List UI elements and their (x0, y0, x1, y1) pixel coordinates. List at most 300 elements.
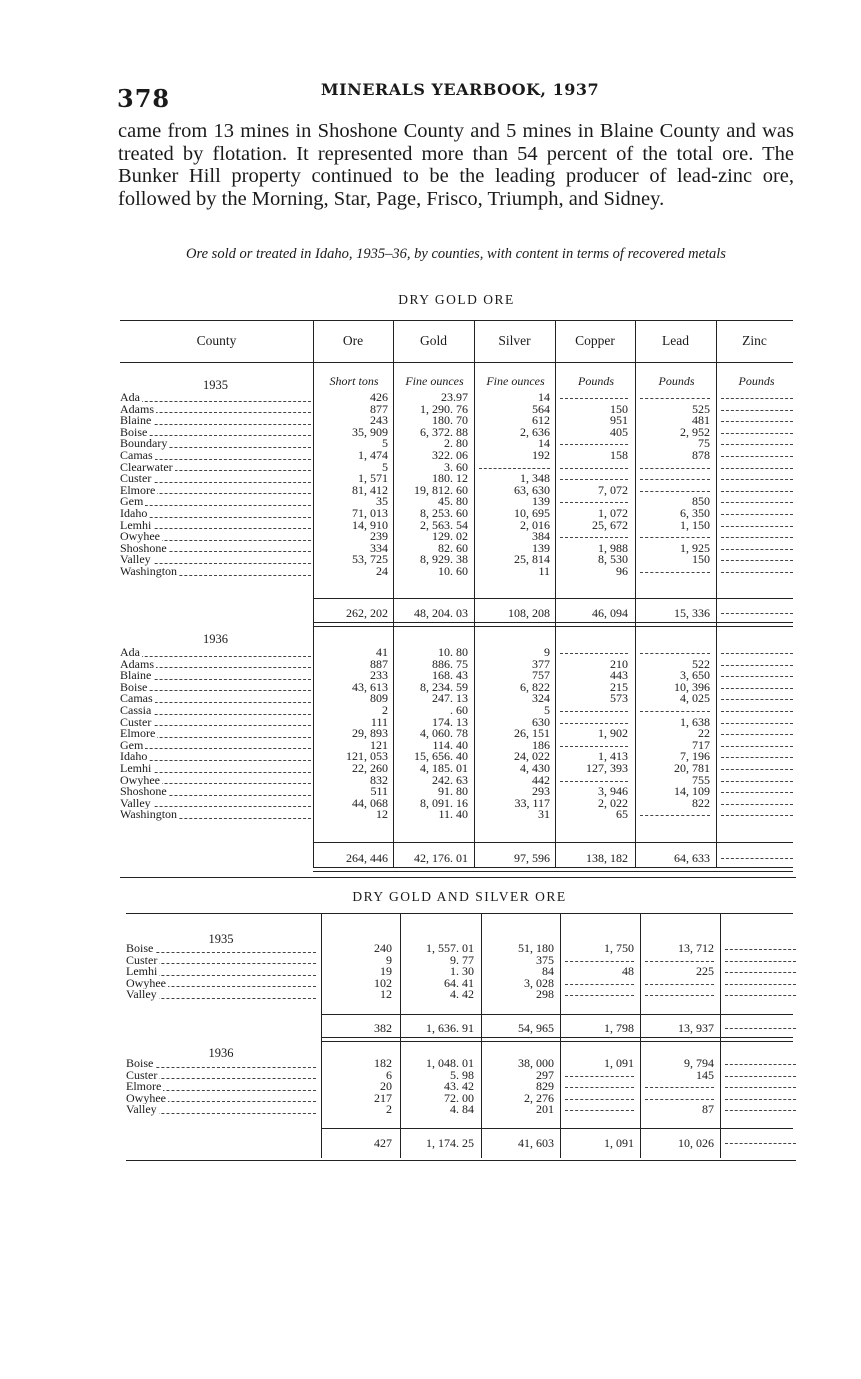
empty-cell-copper (560, 746, 628, 747)
dry-gold-silver-ore-1936-total-rule (321, 1128, 793, 1129)
empty-cell-copper (560, 537, 628, 538)
dry-gold-ore-top-rule (120, 320, 793, 321)
cell-silver: 25, 814 (514, 552, 550, 567)
county-name (120, 728, 311, 740)
empty-cell-copper (560, 444, 628, 445)
county-name-text: Cassia (120, 704, 152, 717)
cell-ore: 832 (370, 772, 388, 787)
cell-silver: 51, 180 (518, 941, 554, 955)
cell-gold: 322. 06 (432, 447, 468, 462)
cell-gold: 174. 13 (432, 714, 468, 729)
cell-lead: 87 (702, 1102, 714, 1117)
empty-cell-zinc (725, 995, 796, 996)
cell-gold: 8, 929. 38 (420, 552, 468, 567)
county-name (120, 508, 311, 520)
county-name (120, 693, 311, 705)
cell-copper: 215 (610, 679, 628, 694)
county-name (126, 943, 316, 955)
empty-cell-zinc (721, 665, 793, 666)
county-name-text: Blaine (120, 415, 152, 427)
dry-gold-silver-ore-1936-total-lead: 10, 026 (678, 1136, 714, 1150)
cell-lead: 9, 794 (684, 1056, 714, 1070)
empty-cell-zinc (721, 815, 793, 816)
county-name-text: Lemhi (120, 762, 152, 775)
cell-gold: 4, 060. 78 (420, 726, 468, 741)
cell-ore: 81, 412 (352, 482, 388, 497)
cell-gold: 180. 12 (432, 471, 468, 486)
page-number: 378 (117, 84, 171, 113)
empty-cell-lead (645, 961, 714, 962)
county-name (126, 1081, 316, 1093)
cell-copper: 210 (610, 656, 628, 671)
dry-gold-ore-1935-total-rule (313, 598, 793, 599)
county-name-text: Clearwater (120, 461, 173, 474)
dry-gold-ore-1936-year-label: 1936 (203, 632, 228, 646)
cell-copper: 25, 672 (592, 517, 628, 532)
cell-gold: 2, 563. 54 (420, 517, 468, 532)
cell-silver: 63, 630 (514, 482, 550, 497)
empty-cell-zinc (721, 410, 793, 411)
empty-cell-zinc (721, 421, 793, 422)
cell-ore: 182 (374, 1056, 392, 1070)
county-name (120, 798, 311, 810)
cell-copper: 7, 072 (598, 482, 628, 497)
empty-cell-copper (560, 398, 628, 399)
empty-cell-zinc (725, 949, 796, 950)
dry-gold-silver-ore-1935-rows (126, 943, 797, 1001)
cell-gold: . 60 (450, 702, 468, 717)
county-name-text: Valley (126, 989, 157, 1001)
cell-gold: 45. 80 (438, 494, 468, 509)
dry-gold-silver-ore-1935-double-rule-b (321, 1041, 793, 1042)
empty-cell-zinc (721, 444, 793, 445)
county-name-text: Boise (126, 1058, 154, 1070)
unit-label-zinc: Pounds (738, 374, 775, 388)
dry-gold-ore-1936-total-lead: 64, 633 (674, 851, 710, 865)
dry-gold-silver-ore-1935-total-copper: 1, 798 (604, 1021, 634, 1035)
empty-cell-zinc (725, 1064, 796, 1065)
cell-ore: 111 (370, 714, 388, 729)
cell-silver: 3, 028 (524, 975, 554, 990)
county-name-text: Boundary (120, 438, 168, 450)
cell-silver: 139 (532, 540, 550, 555)
county-name-text: Owyhee (126, 1092, 166, 1105)
dry-gold-silver-ore-1935-total-ore: 382 (374, 1021, 392, 1035)
cell-copper: 405 (610, 424, 628, 439)
county-name (120, 786, 311, 798)
empty-cell-zinc (721, 676, 793, 677)
empty-cell-zinc (721, 468, 793, 469)
cell-ore: 14, 910 (352, 517, 388, 532)
county-name-text: Gem (120, 496, 144, 508)
cell-silver: 442 (532, 772, 550, 787)
cell-silver: 2, 636 (520, 424, 550, 439)
county-name-text: Owyhee (126, 977, 166, 990)
cell-gold: 1, 557. 01 (426, 941, 474, 955)
empty-cell-zinc (725, 1076, 796, 1077)
county-name (120, 809, 311, 821)
dry-gold-silver-ore-1935-double-rule-a (321, 1037, 793, 1038)
empty-cell-copper (560, 711, 628, 712)
county-name (120, 450, 311, 462)
cell-lead: 1, 925 (680, 540, 710, 555)
cell-copper: 2, 022 (598, 795, 628, 810)
cell-copper: 1, 072 (598, 505, 628, 520)
empty-cell-lead (640, 572, 710, 573)
county-name-text: Blaine (120, 670, 152, 682)
dry-gold-ore-1936-double-rule-a (313, 867, 793, 868)
county-name-text: Boise (120, 681, 148, 694)
cell-ore: 41 (376, 645, 388, 659)
cell-silver: 38, 000 (518, 1056, 554, 1070)
cell-ore: 2 (382, 702, 388, 717)
empty-cell-copper (565, 1087, 634, 1088)
dry-gold-ore-1936-double-rule-b (313, 871, 793, 872)
empty-cell-copper (565, 1099, 634, 1100)
cell-gold: 91. 80 (438, 784, 468, 799)
cell-lead: 145 (696, 1067, 714, 1082)
cell-lead: 225 (696, 964, 714, 979)
county-name (120, 415, 311, 427)
cell-lead: 850 (692, 494, 710, 509)
county-name (120, 462, 311, 474)
county-name (120, 751, 311, 763)
cell-ore: 22, 260 (352, 760, 388, 775)
empty-cell-zinc (721, 456, 793, 457)
empty-cell-zinc (721, 688, 793, 689)
running-head: MINERALS YEARBOOK, 1937 (320, 80, 600, 99)
dry-gold-ore-1935-double-rule-b (313, 626, 793, 627)
empty-cell-copper (565, 1110, 634, 1111)
county-name-text: Elmore (126, 1081, 162, 1093)
empty-cell-copper (560, 723, 628, 724)
cell-lead: 755 (692, 772, 710, 787)
county-name (126, 1070, 316, 1082)
cell-gold: 180. 70 (432, 413, 468, 428)
dry-gold-silver-ore-1936-total-gold: 1, 174. 25 (426, 1136, 474, 1150)
county-name-text: Valley (120, 797, 151, 810)
county-name-text: Valley (120, 554, 151, 566)
county-name-text: Lemhi (126, 966, 158, 978)
cell-lead: 822 (692, 795, 710, 810)
cell-gold: 10. 80 (438, 645, 468, 659)
dry-gold-ore-1935-total-silver: 108, 208 (508, 606, 550, 620)
empty-cell-silver (479, 468, 550, 469)
cell-silver: 192 (532, 447, 550, 462)
county-name (120, 775, 311, 787)
cell-silver: 186 (532, 737, 550, 752)
cell-copper: 48 (622, 964, 634, 979)
cell-copper: 443 (610, 668, 628, 683)
county-name (120, 520, 311, 532)
empty-cell-zinc (725, 984, 796, 985)
cell-ore: 511 (370, 784, 388, 799)
cell-silver: 24, 022 (514, 749, 550, 764)
empty-cell-lead (640, 398, 710, 399)
dry-gold-silver-ore-section-title: DRY GOLD AND SILVER ORE (352, 889, 567, 904)
cell-silver: 375 (536, 952, 554, 967)
cell-lead: 481 (692, 413, 710, 428)
cell-silver: 2, 276 (524, 1090, 554, 1105)
cell-ore: 2 (386, 1102, 392, 1117)
empty-cell-copper (560, 653, 628, 654)
empty-cell-zinc (721, 537, 793, 538)
cell-gold: 4. 42 (450, 987, 474, 1002)
column-header-ore: Ore (342, 333, 364, 348)
cell-gold: 1. 30 (450, 964, 474, 979)
cell-copper: 65 (616, 807, 628, 822)
cell-gold: 6, 372. 88 (420, 424, 468, 439)
cell-ore: 243 (370, 413, 388, 428)
empty-cell-copper (560, 479, 628, 480)
cell-ore: 102 (374, 975, 392, 990)
county-name-text: Owyhee (120, 531, 160, 543)
empty-cell-copper (560, 468, 628, 469)
cell-copper: 158 (610, 447, 628, 462)
dry-gold-silver-ore-top-rule (126, 913, 793, 914)
empty-cell-zinc (721, 757, 793, 758)
cell-ore: 1, 571 (358, 471, 388, 486)
dry-gold-silver-ore-1936-year-label: 1936 (208, 1046, 234, 1060)
cell-silver: 9 (544, 645, 550, 659)
cell-gold: 4, 185. 01 (420, 760, 468, 775)
cell-gold: 23.97 (441, 390, 468, 404)
dry-gold-ore-1936-total-empty-zinc (721, 858, 793, 859)
empty-cell-zinc (721, 398, 793, 399)
cell-gold: 247. 13 (432, 691, 468, 706)
cell-silver: 5 (544, 702, 550, 717)
county-name (120, 531, 311, 543)
empty-cell-lead (640, 653, 710, 654)
cell-gold: 8, 253. 60 (420, 505, 468, 520)
cell-lead: 14, 109 (674, 784, 710, 799)
cell-lead: 1, 638 (680, 714, 710, 729)
county-name-text: Valley (126, 1104, 157, 1116)
dry-gold-ore-section-title: DRY GOLD ORE (398, 292, 515, 307)
county-name (126, 1093, 316, 1105)
cell-lead: 522 (692, 656, 710, 671)
empty-cell-zinc (721, 723, 793, 724)
cell-silver: 26, 151 (514, 726, 550, 741)
cell-ore: 12 (376, 807, 388, 822)
cell-lead: 525 (692, 401, 710, 416)
cell-gold: 1, 048. 01 (426, 1056, 474, 1070)
cell-ore: 877 (370, 401, 388, 416)
cell-copper: 1, 750 (604, 941, 634, 955)
cell-lead: 6, 350 (680, 505, 710, 520)
cell-gold: 114. 40 (432, 737, 468, 752)
cell-copper: 951 (610, 413, 628, 428)
cell-gold: 10. 60 (438, 563, 468, 578)
dry-gold-ore-1936-rows (120, 647, 797, 821)
county-name (120, 392, 311, 404)
empty-cell-lead (640, 537, 710, 538)
cell-silver: 829 (536, 1079, 554, 1094)
county-name-text: Adams (120, 658, 154, 671)
empty-cell-copper (565, 984, 634, 985)
cell-silver: 2, 016 (520, 517, 550, 532)
county-name-text: Custer (126, 1069, 158, 1082)
empty-cell-lead (640, 468, 710, 469)
cell-silver: 6, 822 (520, 679, 550, 694)
cell-lead: 13, 712 (678, 941, 714, 955)
cell-ore: 121, 053 (346, 749, 388, 764)
cell-gold: 15, 656. 40 (414, 749, 468, 764)
cell-ore: 6 (386, 1067, 392, 1082)
county-name-text: Camas (120, 693, 153, 705)
dry-gold-silver-ore-1935-total-rule (321, 1014, 793, 1015)
county-name-text: Elmore (120, 728, 156, 740)
dry-gold-ore-1935-total-ore: 262, 202 (346, 606, 388, 620)
empty-cell-zinc (725, 1087, 796, 1088)
column-header-lead: Lead (662, 333, 689, 348)
dry-gold-silver-ore-1936-total-copper: 1, 091 (604, 1136, 634, 1150)
cell-gold: 129. 02 (432, 529, 468, 544)
cell-ore: 121 (370, 737, 388, 752)
cell-ore: 43, 613 (352, 679, 388, 694)
empty-cell-zinc (721, 734, 793, 735)
county-name-text: Boise (120, 426, 148, 439)
dry-gold-silver-ore-1935-year-label: 1935 (208, 932, 234, 946)
table-row (120, 809, 797, 821)
dry-gold-ore-1935-total-lead: 15, 336 (674, 606, 710, 620)
cell-ore: 53, 725 (352, 552, 388, 567)
cell-lead: 717 (692, 737, 710, 752)
county-name (126, 989, 316, 1001)
cell-copper: 573 (610, 691, 628, 706)
unit-label-ore: Short tons (329, 374, 379, 388)
dry-gold-ore-1935-rows (120, 392, 797, 578)
dry-gold-ore-1936-total-gold: 42, 176. 01 (414, 851, 468, 865)
cell-copper: 1, 988 (598, 540, 628, 555)
empty-cell-copper (565, 961, 634, 962)
county-name-text: Idaho (120, 507, 148, 520)
cell-copper: 3, 946 (598, 784, 628, 799)
cell-lead: 75 (698, 436, 710, 451)
empty-cell-zinc (721, 491, 793, 492)
cell-ore: 887 (370, 656, 388, 671)
cell-ore: 24 (376, 563, 388, 578)
cell-copper: 8, 530 (598, 552, 628, 567)
cell-gold: 82. 60 (438, 540, 468, 555)
dry-gold-silver-ore-1936-total-empty-zinc (725, 1143, 796, 1144)
cell-copper: 1, 091 (604, 1056, 634, 1070)
cell-copper: 1, 902 (598, 726, 628, 741)
county-name-text: Custer (120, 716, 152, 729)
cell-silver: 14 (538, 390, 550, 404)
table-caption: Ore sold or treated in Idaho, 1935–36, by counties, with content in terms of recovered metals (186, 246, 726, 262)
empty-cell-lead (645, 1099, 714, 1100)
cell-ore: 5 (382, 436, 388, 451)
cell-ore: 809 (370, 691, 388, 706)
empty-cell-zinc (721, 804, 793, 805)
cell-ore: 35 (376, 494, 388, 509)
cell-lead: 4, 025 (680, 691, 710, 706)
cell-gold: 9. 77 (450, 952, 474, 967)
county-name-text: Boise (126, 943, 154, 955)
cell-gold: 11. 40 (438, 807, 468, 822)
county-name-text: Shoshone (120, 786, 167, 798)
dry-gold-ore-1936-total-rule (313, 842, 793, 843)
cell-silver: 14 (538, 436, 550, 451)
dry-gold-silver-ore-1935-total-empty-zinc (725, 1028, 796, 1029)
empty-cell-zinc (725, 1110, 796, 1111)
county-name-text: Ada (120, 392, 140, 404)
cell-silver: 630 (532, 714, 550, 729)
county-name-text: Idaho (120, 751, 148, 763)
county-name-text: Adams (120, 403, 154, 416)
cell-lead: 150 (692, 552, 710, 567)
county-name (120, 473, 311, 485)
cell-ore: 9 (386, 952, 392, 967)
unit-label-silver: Fine ounces (486, 374, 545, 388)
county-name-text: Washington (120, 809, 178, 821)
cell-ore: 240 (374, 941, 392, 955)
empty-cell-zinc (725, 972, 796, 973)
cell-ore: 426 (370, 390, 388, 404)
cell-silver: 1, 348 (520, 471, 550, 486)
county-name (120, 763, 311, 775)
cell-silver: 612 (532, 413, 550, 428)
cell-silver: 564 (532, 401, 550, 416)
dry-gold-ore-1935-year-label: 1935 (203, 378, 228, 392)
empty-cell-zinc (721, 549, 793, 550)
county-name (120, 705, 311, 717)
cell-silver: 298 (536, 987, 554, 1002)
intro-paragraph: came from 13 mines in Shoshone County and 5 mines in Blaine County and was treated by flotation. It represented more than 54 percent of the total ore. The Bunker Hill property continued to be the leading producer of lead-zinc ore, followed by the Morning, Star, Page, Frisco, Triumph, and Sidney. (118, 120, 794, 210)
dry-gold-silver-ore-1935-total-lead: 13, 937 (678, 1021, 714, 1035)
cell-gold: 1, 290. 76 (420, 401, 468, 416)
cell-gold: 19, 812. 60 (414, 482, 468, 497)
county-name (126, 966, 316, 978)
cell-lead: 7, 196 (680, 749, 710, 764)
cell-gold: 8, 091. 16 (420, 795, 468, 810)
empty-cell-copper (565, 1076, 634, 1077)
table-row (120, 563, 797, 578)
county-name-text: Ada (120, 647, 140, 659)
cell-copper: 127, 393 (586, 760, 628, 775)
cell-lead: 3, 650 (680, 668, 710, 683)
cell-ore: 20 (380, 1079, 392, 1094)
empty-cell-zinc (721, 502, 793, 503)
cell-ore: 1, 474 (358, 447, 388, 462)
county-name (120, 647, 311, 659)
empty-cell-copper (565, 995, 634, 996)
cell-silver: 31 (538, 807, 550, 822)
empty-cell-copper (560, 781, 628, 782)
county-name (120, 485, 311, 497)
cell-gold: 72. 00 (444, 1090, 474, 1105)
cell-copper: 1, 413 (598, 749, 628, 764)
cell-silver: 84 (542, 964, 554, 979)
cell-gold: 5. 98 (450, 1067, 474, 1082)
county-name (120, 438, 311, 450)
empty-cell-lead (640, 711, 710, 712)
dry-gold-ore-1936-total-copper: 138, 182 (586, 851, 628, 865)
column-header-copper: Copper (575, 333, 615, 348)
empty-cell-zinc (721, 699, 793, 700)
cell-silver: 4, 430 (520, 760, 550, 775)
county-name-text: Gem (120, 739, 144, 752)
county-name (120, 543, 311, 555)
empty-cell-lead (640, 815, 710, 816)
dry-gold-ore-header-rule (120, 362, 793, 363)
empty-cell-zinc (721, 781, 793, 782)
cell-ore: 5 (382, 459, 388, 474)
empty-cell-zinc (721, 526, 793, 527)
cell-ore: 19 (380, 964, 392, 979)
dry-gold-silver-ore-bottom-rule (126, 1160, 796, 1161)
